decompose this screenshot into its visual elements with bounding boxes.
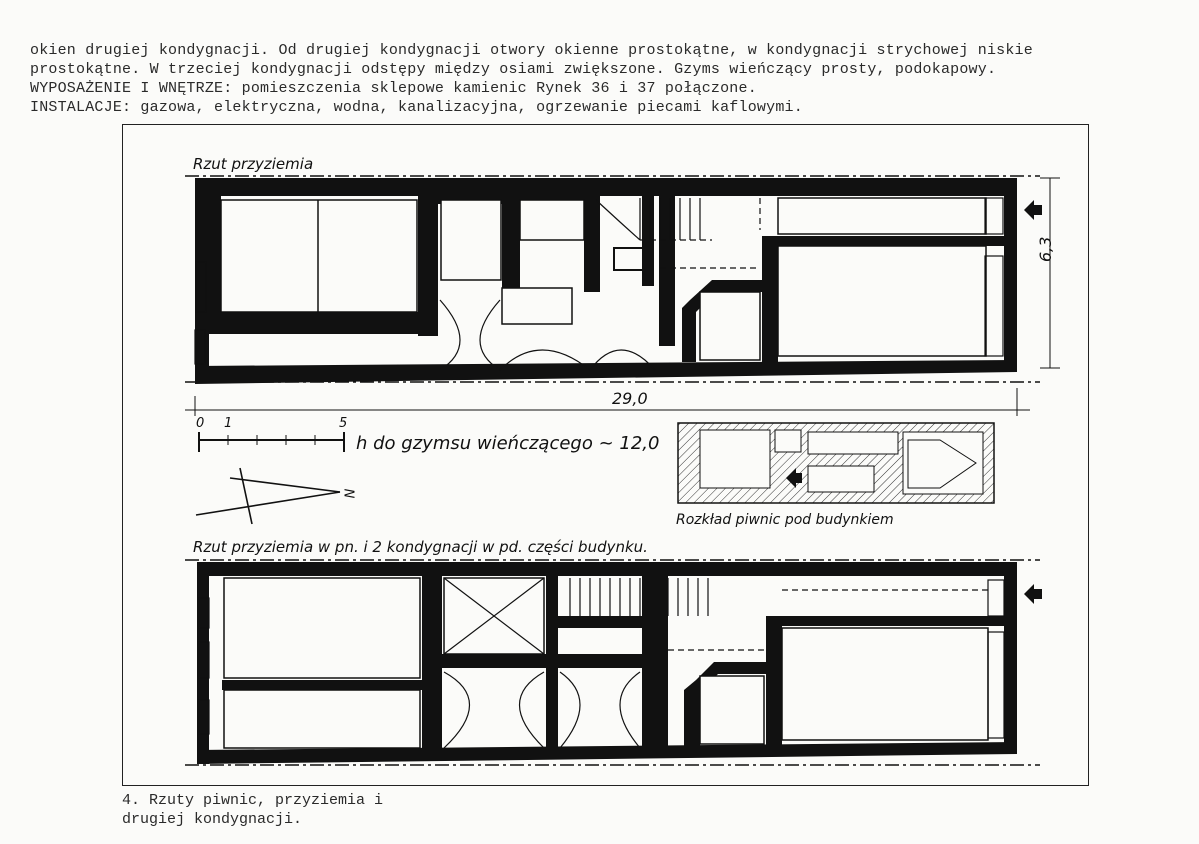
north-arrow-icon [196, 468, 340, 524]
text-line-2: prostokątne. W trzeciej kondygnacji odstępy między osiami zwiększone. Gzyms wieńczący prosty, podokapowy. [30, 61, 997, 78]
north-label: N [343, 488, 359, 499]
plan2-title: Rzut przyziemia w pn. i 2 kondygnacji w pd. części budynku. [193, 538, 648, 556]
plan1-title: Rzut przyziemia [193, 155, 314, 173]
height-note: h do gzymsu wieńczącego ~ 12,0 [356, 433, 660, 454]
dim-length: 29,0 [612, 389, 648, 408]
text-line-3: WYPOSAŻENIE I WNĘTRZE: pomieszczenia sklepowe kamienic Rynek 36 i 37 połączone. [30, 80, 757, 97]
plan1-light-rooms [221, 198, 986, 360]
scale-tick-5: 5 [339, 416, 348, 431]
figure-caption [122, 791, 383, 829]
caption-line-1: 4. Rzuty piwnic, przyziemia i [122, 792, 384, 809]
text-line-4: INSTALACJE: gazowa, elektryczna, wodna, kanalizacyjna, ogrzewanie piecami kaflowymi. [30, 99, 803, 116]
cellar-plan [678, 423, 994, 503]
cellar-caption: Rozkład piwnic pod budynkiem [676, 512, 894, 528]
scale-bar [199, 432, 344, 452]
dim-width: 6,3 [1036, 236, 1055, 262]
caption-line-2: drugiej kondygnacji. [122, 811, 303, 828]
entrance-arrow-icon-2 [1024, 584, 1042, 604]
scale-tick-1: 1 [224, 416, 233, 431]
text-line-1: okien drugiej kondygnacji. Od drugiej kondygnacji otwory okienne prostokątne, w kondygnacji strychowej niskie [30, 42, 1033, 59]
entrance-arrow-icon [1024, 200, 1042, 220]
scale-tick-0: 0 [196, 416, 205, 431]
